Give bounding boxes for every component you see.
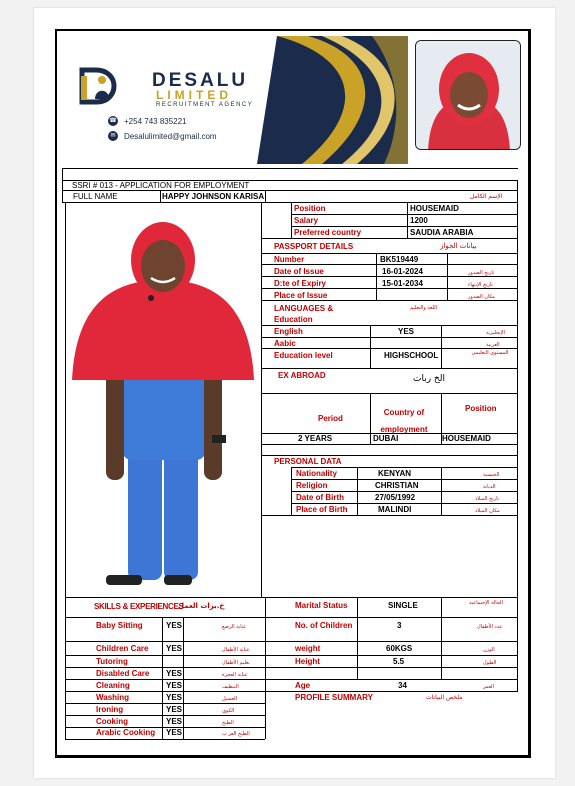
english-label: English [274,327,303,336]
height-label: Height [295,657,320,666]
position-value: HOUSEMAID [410,204,459,213]
skill-ar: عناية العجزة [222,672,248,678]
banner-graphic [72,36,408,164]
skill-value: YES [166,693,183,702]
position-abroad-label: Position [465,404,497,413]
preferred-country-label: Preferred country [294,228,362,237]
period-label: Period [318,414,343,423]
marital-status-ar: الحالة الإجتماعية [469,600,503,606]
ex-abroad-header-ar: الخ ربات [413,374,445,384]
skill-ar: عناية الأطفال [222,647,250,653]
passport-photo [415,40,521,150]
languages-header-ar: اللغة والتعليم [410,305,437,311]
email-icon: ✉ [108,131,118,141]
skill-ar: الطبخ العر ب [222,731,250,737]
position-label: Position [294,204,326,213]
skill-value: YES [166,621,183,630]
age-label: Age [295,681,311,690]
weight-label: weight [295,644,321,653]
age-value: 34 [398,681,407,690]
skill-value: YES [166,717,183,726]
religion-value: CHRISTIAN [375,481,419,490]
nationality-ar: الجنسية [483,472,500,478]
skill-label: Ironing [96,705,124,714]
skill-value: YES [166,669,183,678]
date-of-issue-value: 16-01-2024 [382,267,423,276]
place-of-birth-value: MALINDI [378,505,412,514]
children-ar: عدد الأطفال [477,624,503,630]
skill-value: YES [166,644,183,653]
skills-header: SKILLS & EXPERIENCES [94,602,184,611]
skill-value: YES [166,705,183,714]
skill-ar: عناية الرضع [222,624,247,630]
date-of-birth-ar: تاريخ الميلاد [475,496,500,502]
skill-ar: الكوي [222,708,235,714]
preferred-country-value: SAUDIA ARABIA [410,228,474,237]
passport-number-label: Number [274,255,305,264]
place-of-birth-label: Place of Birth [296,505,348,514]
company-name: DESALU [152,70,249,91]
skills-header-ar: خ.برات العمل [178,602,225,610]
full-name-ar: الإسم الكامل [470,193,503,200]
religion-ar: الديانة [483,484,496,490]
skill-ar: التنظيف [222,684,239,690]
skill-label: Disabled Care [96,669,150,678]
company-email: Desalulimited@gmail.com [124,132,217,141]
skill-ar: الطبخ [222,720,234,726]
arabic-label: Aabic [274,339,296,348]
skill-ar: تعليم الأطفال [222,660,250,666]
country-of-employment-label: Country of employment [380,408,428,434]
marital-status-label: Marital Status [295,601,348,610]
skill-ar: الغسيل [222,696,238,702]
place-of-issue-label: Place of Issue [274,291,328,300]
skill-label: Cooking [96,717,128,726]
height-ar: الطول [483,660,497,666]
weight-ar: الوزن [483,647,495,653]
period-value: 2 YEARS [298,434,333,443]
nationality-label: Nationality [296,469,337,478]
religion-label: Religion [296,481,328,490]
date-of-issue-label: Date of Issue [274,267,324,276]
education-level-ar: المستوى التعليمي [471,350,509,356]
skill-label: Baby Sitting [96,621,143,630]
place-of-birth-ar: مكان الميلاد [475,508,500,514]
salary-value: 1200 [410,216,428,225]
english-value: YES [398,327,415,336]
age-ar: العمر [483,684,494,690]
date-of-birth-value: 27/05/1992 [375,493,416,502]
full-body-photo-figure [66,220,260,592]
skill-value: YES [166,728,183,737]
full-name-label: FULL NAME [73,192,118,201]
education-level-label: Education level [274,351,333,360]
skill-label: Cleaning [96,681,130,690]
company-logo-icon [78,66,118,106]
ex-abroad-header: EX ABROAD [278,371,326,380]
date-of-expiry-ar: تاريخ الإنتهاء [468,282,493,288]
date-of-expiry-label: D:te of Expiry [274,279,327,288]
form-title: SSRI # 013 - APPLICATION FOR EMPLOYMENT [72,181,250,190]
english-ar: الإنجليزية [486,330,505,336]
position-abroad-value: HOUSEMAID [442,434,491,443]
date-of-birth-label: Date of Birth [296,493,344,502]
personal-data-header: PERSONAL DATA [274,457,342,466]
children-value: 3 [397,621,402,630]
date-of-issue-ar: تاريخ الصدور [468,270,495,276]
profile-summary-label: PROFILE SUMMARY [295,693,373,702]
place-of-issue-ar: مكان الصدور [468,294,495,300]
languages-header: LANGUAGES & Education [274,304,334,324]
weight-value: 60KGS [386,644,413,653]
children-label: No. of Children [295,621,353,630]
company-banner [72,36,408,164]
height-value: 5.5 [393,657,405,666]
profile-summary-ar: ملخص البيانات [426,694,463,701]
salary-label: Salary [294,216,319,225]
skill-label: Washing [96,693,130,702]
company-name-limited: LIMITED [156,88,232,102]
full-name-value: HAPPY JOHNSON KARISA [162,192,265,201]
passport-header: PASSPORT DETAILS [274,242,354,251]
company-phone: +254 743 835221 [124,117,187,126]
marital-status-value: SINGLE [388,601,418,610]
date-of-expiry-value: 15-01-2034 [382,279,423,288]
company-tagline: RECRUITMENT AGENCY [156,102,254,108]
nationality-value: KENYAN [378,469,412,478]
passport-photo-portrait [416,41,521,150]
education-level-value: HIGHSCHOOL [384,351,439,360]
full-body-photo [66,220,260,592]
skill-value: YES [166,681,183,690]
country-of-employment-value: DUBAI [373,434,399,443]
arabic-ar: العربية [486,342,500,348]
skill-label: Children Care [96,644,149,653]
skill-label: Tutoring [96,657,128,666]
passport-header-ar: بيانات الجواز [440,242,477,250]
skill-label: Arabic Cooking [96,728,156,737]
passport-number-value: BK519449 [380,255,419,264]
phone-icon: ☎ [109,118,117,124]
